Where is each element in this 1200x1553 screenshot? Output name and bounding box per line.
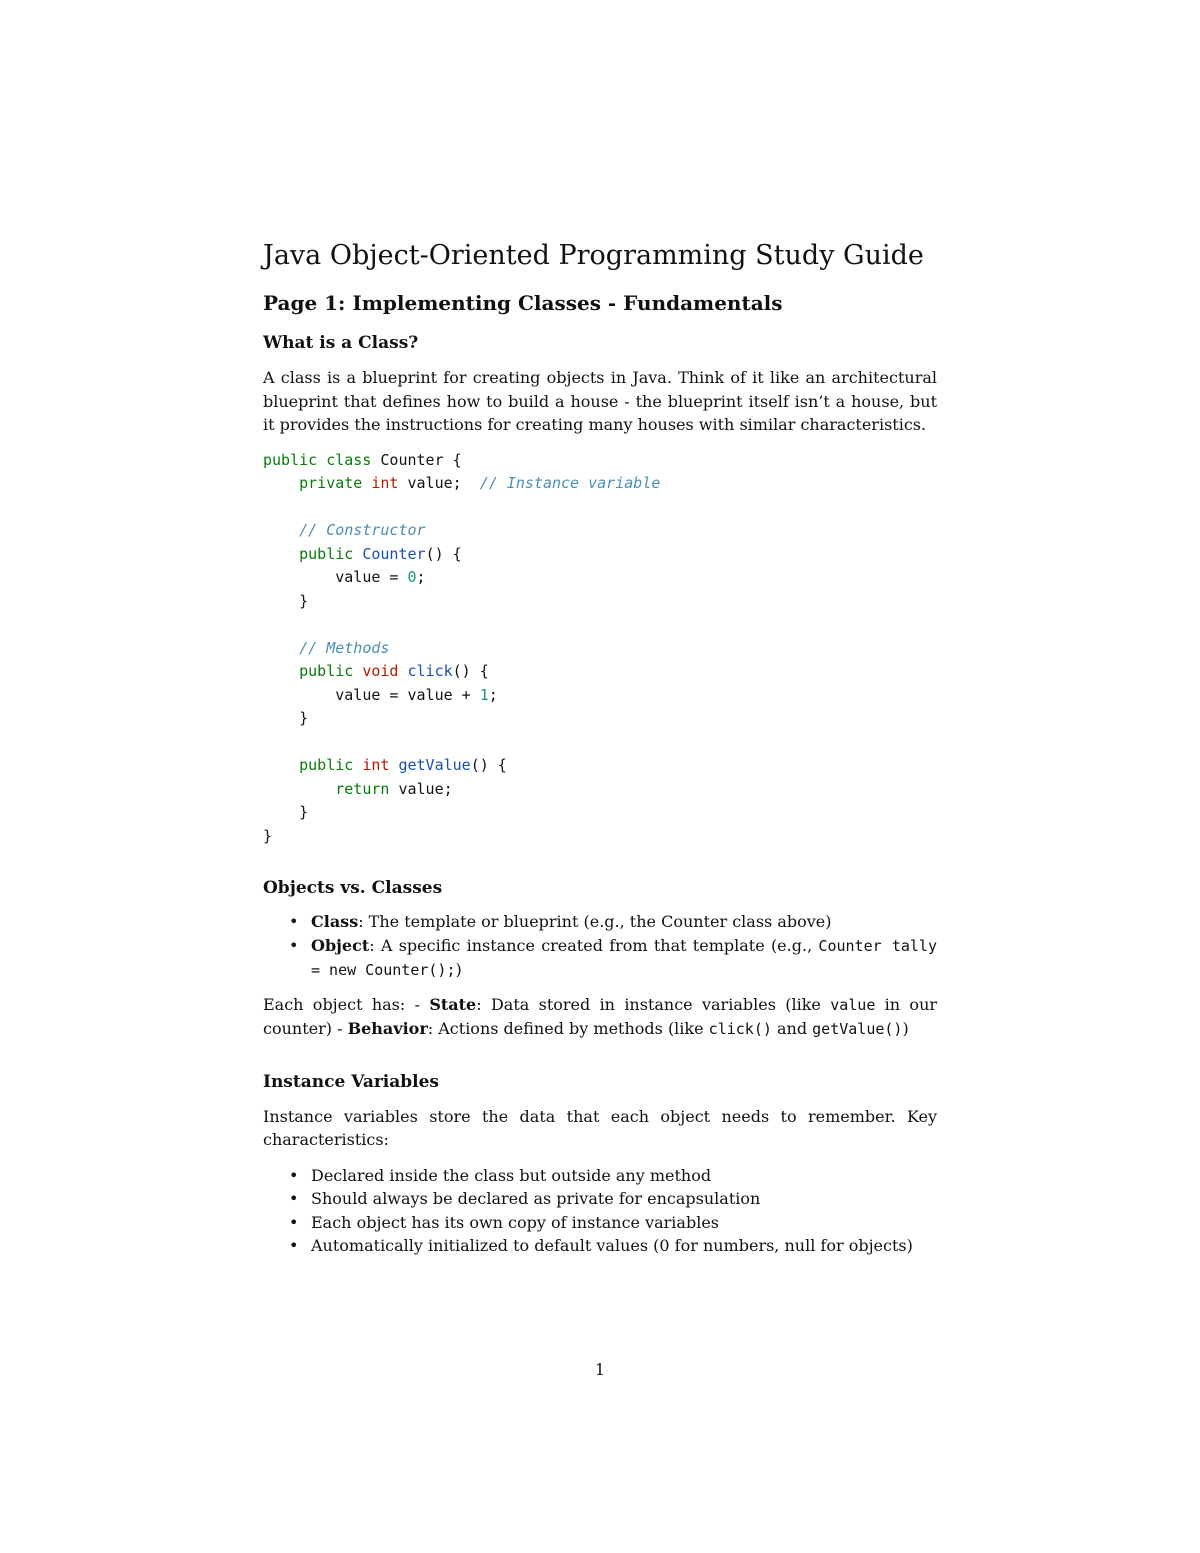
paragraph-text: in our counter) - bbox=[263, 994, 938, 1038]
code-num: 1 bbox=[479, 685, 489, 704]
object-has-paragraph bbox=[263, 993, 937, 1042]
section-heading-what-is-class: What is a Class? bbox=[263, 333, 419, 353]
code-text: value = value + bbox=[335, 685, 480, 704]
code-comment: // Instance variable bbox=[479, 474, 661, 492]
code-type: int bbox=[371, 474, 399, 492]
code-punct: () { bbox=[452, 662, 489, 680]
section-heading-instance-variables: Instance Variables bbox=[263, 1071, 440, 1092]
code-punct: ; bbox=[488, 685, 498, 704]
code-type: void bbox=[362, 662, 399, 680]
code-kw: public bbox=[299, 544, 354, 563]
bullet-label: Object bbox=[311, 935, 370, 955]
bullet-text: ) bbox=[455, 960, 462, 979]
objects-bullet-list bbox=[263, 910, 937, 983]
code-block bbox=[263, 449, 937, 849]
bullet-text: : A specific instance created from that template (e.g., bbox=[369, 935, 819, 955]
code-punct: } bbox=[263, 826, 273, 845]
paragraph-text: : Actions defined by methods (like bbox=[427, 1019, 709, 1038]
list-item: • Automatically initialized to default values (0 for numbers, null for objects) bbox=[311, 1234, 937, 1258]
paragraph-text: : Data stored in instance variables (like bbox=[476, 994, 831, 1014]
paragraph-text: ) bbox=[902, 1019, 909, 1038]
code-punct: () { bbox=[470, 756, 507, 774]
code-punct: { bbox=[443, 450, 462, 469]
page-number: 1 bbox=[594, 1360, 606, 1379]
code-kw: private bbox=[299, 474, 363, 492]
code-fn: Counter bbox=[362, 544, 426, 563]
code-text: value; bbox=[398, 474, 480, 492]
page-content bbox=[263, 236, 937, 1258]
code-num: 0 bbox=[407, 568, 417, 586]
code-punct: } bbox=[299, 709, 309, 727]
code-type: int bbox=[362, 756, 390, 774]
paragraph-text: and bbox=[771, 1019, 813, 1038]
class-paragraph: A class is a blueprint for creating objects in Java. Think of it like an architectural blueprint that defines how to build a house - the blueprint itself isn’t a house, but it provides the instructions for creating many houses with similar characteristics. bbox=[263, 368, 937, 434]
bullet-text: : The template or blueprint (e.g., the Counter class above) bbox=[358, 912, 832, 931]
list-item bbox=[311, 910, 937, 934]
code-text: value = bbox=[335, 568, 408, 586]
behavior-label: Behavior bbox=[347, 1019, 428, 1038]
list-item bbox=[311, 934, 937, 983]
inline-code: click() bbox=[708, 1020, 772, 1038]
code-kw: public bbox=[263, 450, 318, 469]
code-punct: ; bbox=[416, 568, 426, 586]
code-punct: } bbox=[299, 803, 309, 821]
paragraph-text: Each object has: - bbox=[263, 994, 430, 1014]
code-comment: // Methods bbox=[299, 638, 390, 657]
code-comment: // Constructor bbox=[299, 521, 426, 539]
code-text: value; bbox=[389, 779, 453, 798]
code-kw: public bbox=[299, 662, 354, 680]
bullet-label: Class bbox=[311, 912, 359, 931]
code-punct: } bbox=[299, 591, 309, 610]
list-item: • Each object has its own copy of instance variables bbox=[311, 1211, 937, 1235]
list-item: • Declared inside the class but outside any method bbox=[311, 1164, 937, 1188]
state-label: State bbox=[429, 994, 477, 1014]
inline-code: getValue() bbox=[812, 1020, 903, 1038]
instance-paragraph: Instance variables store the data that each object needs to remember. Key characteristics: bbox=[263, 1106, 937, 1149]
code-fn: getValue bbox=[398, 756, 471, 774]
inline-code: value bbox=[830, 995, 876, 1014]
code-kw: public bbox=[299, 756, 354, 774]
code-fn: click bbox=[407, 662, 453, 680]
code-kw: class bbox=[326, 450, 372, 469]
code-classname: Counter bbox=[380, 450, 444, 469]
code-kw: return bbox=[335, 779, 390, 798]
list-item: • Should always be declared as private for encapsulation bbox=[311, 1187, 937, 1211]
code-punct: () { bbox=[425, 544, 462, 563]
document-title: Java Object-Oriented Programming Study Guide bbox=[263, 240, 924, 271]
inline-code: Counter tally = new Counter(); bbox=[311, 936, 937, 979]
section-heading-objects-vs-classes: Objects vs. Classes bbox=[263, 878, 443, 898]
page-heading: Page 1: Implementing Classes - Fundamentals bbox=[263, 291, 783, 315]
instance-bullet-list bbox=[263, 1164, 937, 1258]
